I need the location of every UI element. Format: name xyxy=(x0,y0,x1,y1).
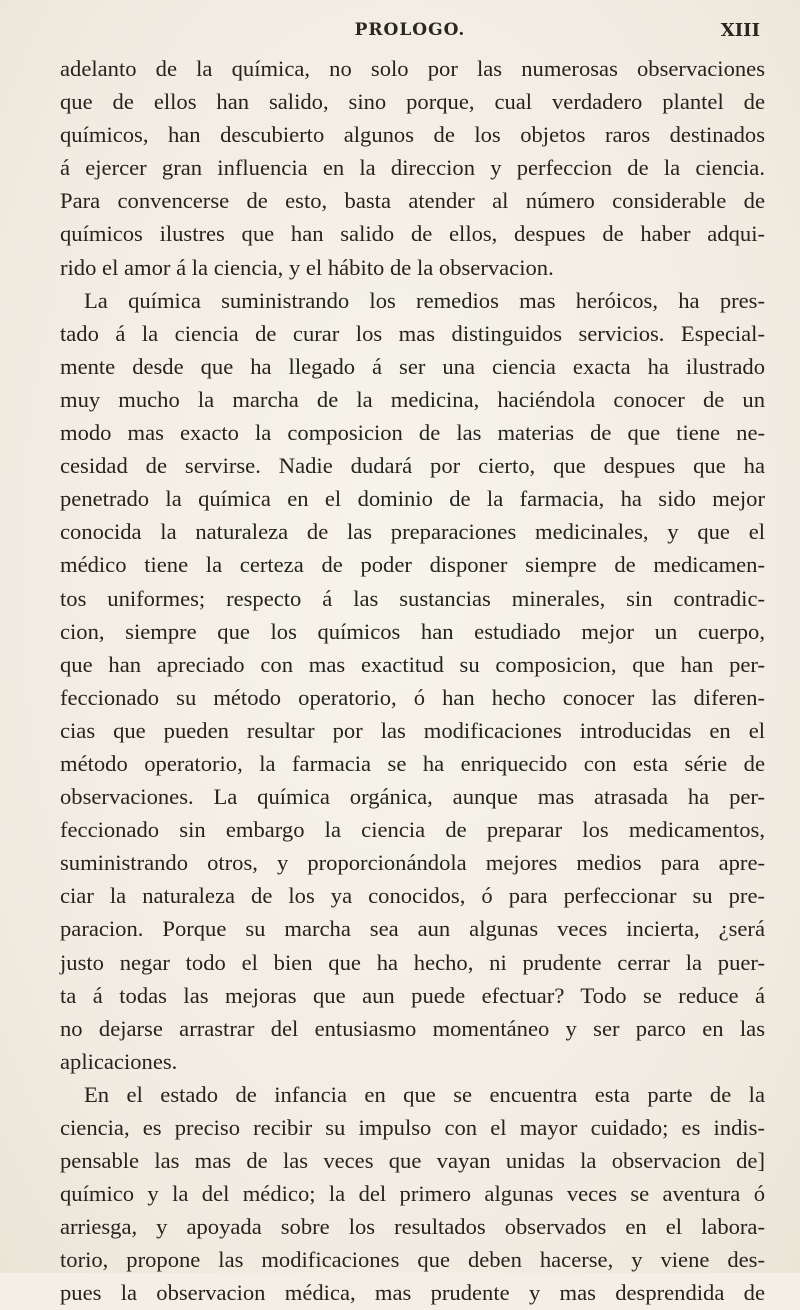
text-line: feccionado sin embargo la ciencia de preparar los medicamentos, xyxy=(60,817,765,843)
text-line: modo mas exacto la composicion de las materias de que tiene ne- xyxy=(60,420,765,446)
text-line: ta á todas las mejoras que aun puede efectuar? Todo se reduce á xyxy=(60,982,765,1008)
text-line: método operatorio, la farmacia se ha enriquecido con esta série de xyxy=(60,750,765,776)
text-line: tos uniformes; respecto á las sustancias minerales, sin contradic- xyxy=(60,585,765,611)
text-line: muy mucho la marcha de la medicina, haciéndola conocer de un xyxy=(60,386,765,412)
text-line: conocida la naturaleza de las preparaciones medicinales, y que el xyxy=(60,519,765,545)
text-line: pensable las mas de las veces que vayan unidas la observacion de] xyxy=(60,1148,765,1174)
text-line: Para convencerse de esto, basta atender al número considerable de xyxy=(60,188,765,214)
text-line: químico y la del médico; la del primero algunas veces se aventura ó xyxy=(60,1181,765,1207)
text-line: arriesga, y apoyada sobre los resultados observados en el labora- xyxy=(60,1214,765,1240)
text-line: ciencia, es preciso recibir su impulso con el mayor cuidado; es indis- xyxy=(60,1115,765,1140)
text-line: pues la observacion médica, mas prudente y mas desprendida de xyxy=(60,1280,765,1306)
text-line: que han apreciado con mas exactitud su composicion, que han per- xyxy=(60,651,765,677)
text-line: observaciones. La química orgánica, aunque mas atrasada ha per- xyxy=(60,784,765,810)
text-line: rido el amor á la ciencia, y el hábito de la observacion. xyxy=(60,254,554,280)
text-line: cesidad de servirse. Nadie dudará por cierto, que despues que ha xyxy=(60,453,765,479)
text-line: suministrando otros, y proporcionándola mejores medios para apre- xyxy=(60,850,765,876)
text-line: aplicaciones. xyxy=(60,1048,178,1074)
text-line: médico tiene la certeza de poder disponer siempre de medicamen- xyxy=(60,552,765,578)
text-line: cias que pueden resultar por las modificaciones introducidas en el xyxy=(60,717,765,743)
text-line: ciar la naturaleza de los ya conocidos, ó para perfeccionar su pre- xyxy=(60,883,765,909)
text-line: torio, propone las modificaciones que deben hacerse, y viene des- xyxy=(60,1247,765,1273)
text-line: adelanto de la química, no solo por las numerosas observaciones xyxy=(60,56,765,81)
text-line: paracion. Porque su marcha sea aun algunas veces incierta, ¿será xyxy=(60,916,765,942)
text-line: químicos ilustres que han salido de ellos, despues de haber adqui- xyxy=(60,221,765,247)
text-line: En el estado de infancia en que se encuentra esta parte de la xyxy=(84,1081,765,1107)
page-number: XIII xyxy=(720,20,760,41)
text-line: La química suministrando los remedios mas heróicos, ha pres- xyxy=(84,287,765,313)
text-line: justo negar todo el bien que ha hecho, ni prudente cerrar la puer- xyxy=(60,949,765,975)
text-line: no dejarse arrastrar del entusiasmo momentáneo y ser parco en las xyxy=(60,1015,765,1041)
text-line: feccionado su método operatorio, ó han hecho conocer las diferen- xyxy=(60,684,765,710)
running-head: PROLOGO. xyxy=(354,20,466,40)
body-text xyxy=(60,52,765,1310)
text-line: á ejercer gran influencia en la direccion y perfeccion de la ciencia. xyxy=(60,155,765,181)
page-header xyxy=(60,14,760,44)
text-line: cion, siempre que los químicos han estudiado mejor un cuerpo, xyxy=(60,618,765,644)
text-line: que de ellos han salido, sino porque, cual verdadero plantel de xyxy=(60,89,765,115)
text-line: tado á la ciencia de curar los mas distinguidos servicios. Especial- xyxy=(60,320,765,346)
text-line: mente desde que ha llegado á ser una ciencia exacta ha ilustrado xyxy=(60,353,765,379)
text-line: penetrado la química en el dominio de la farmacia, ha sido mejor xyxy=(60,486,765,512)
text-line: químicos, han descubierto algunos de los objetos raros destinados xyxy=(60,122,765,148)
